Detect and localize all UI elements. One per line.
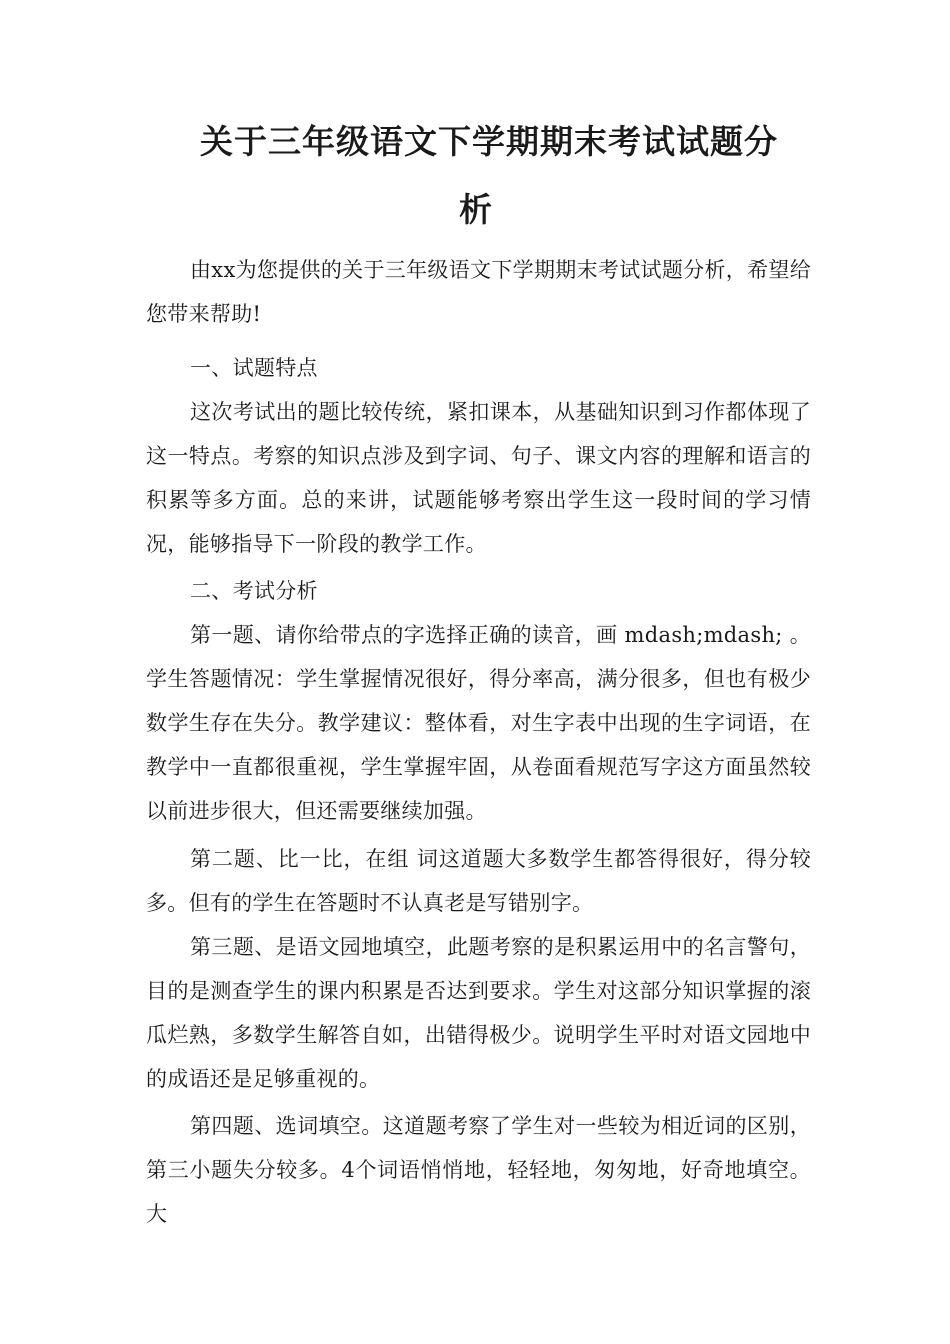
document-title-line1: 关于三年级语文下学期期末考试试题分 xyxy=(200,122,778,161)
document-title-line2: 析 xyxy=(459,190,493,229)
question-1-paragraph: 第一题、请你给带点的字选择正确的读音，画 mdash;mdash; 。学生答题情况：学生掌握情况很好，得分率高，满分很多，但也有极少数学生存在失分。教学建议：整体看，对生字表中出现的生字词语，在教学中一直都很重视，学生掌握牢固，从卷面看规范写字这方面虽然较以前进步很大，但还需要继续加强。 xyxy=(146,623,811,823)
question-2-paragraph: 第二题、比一比，在组 词这道题大多数学生都答得很好，得分较多。但有的学生在答题时不认真老是写错别字。 xyxy=(146,847,811,915)
question-4-paragraph: 第四题、选词填空。这道题考察了学生对一些较为相近词的区别，第三小题失分较多。4个词语悄悄地，轻轻地，匆匆地，好奇地填空。大 xyxy=(146,1114,811,1226)
intro-paragraph: 由xx为您提供的关于三年级语文下学期期末考试试题分析，希望给您带来帮助! xyxy=(146,258,811,326)
features-paragraph: 这次考试出的题比较传统，紧扣课本，从基础知识到习作都体现了这一特点。考察的知识点涉及到字词、句子、课文内容的理解和语言的积累等多方面。总的来讲，试题能够考察出学生这一段时间的学习情况，能够指导下一阶段的教学工作。 xyxy=(146,400,811,556)
question-3-paragraph: 第三题、是语文园地填空，此题考察的是积累运用中的名言警句，目的是测查学生的课内积累是否达到要求。学生对这部分知识掌握的滚瓜烂熟，多数学生解答自如，出错得极少。说明学生平时对语文园地中的成语还是足够重视的。 xyxy=(146,935,811,1091)
section-heading-analysis: 二、考试分析 xyxy=(190,579,318,603)
section-heading-features: 一、试题特点 xyxy=(190,356,318,380)
